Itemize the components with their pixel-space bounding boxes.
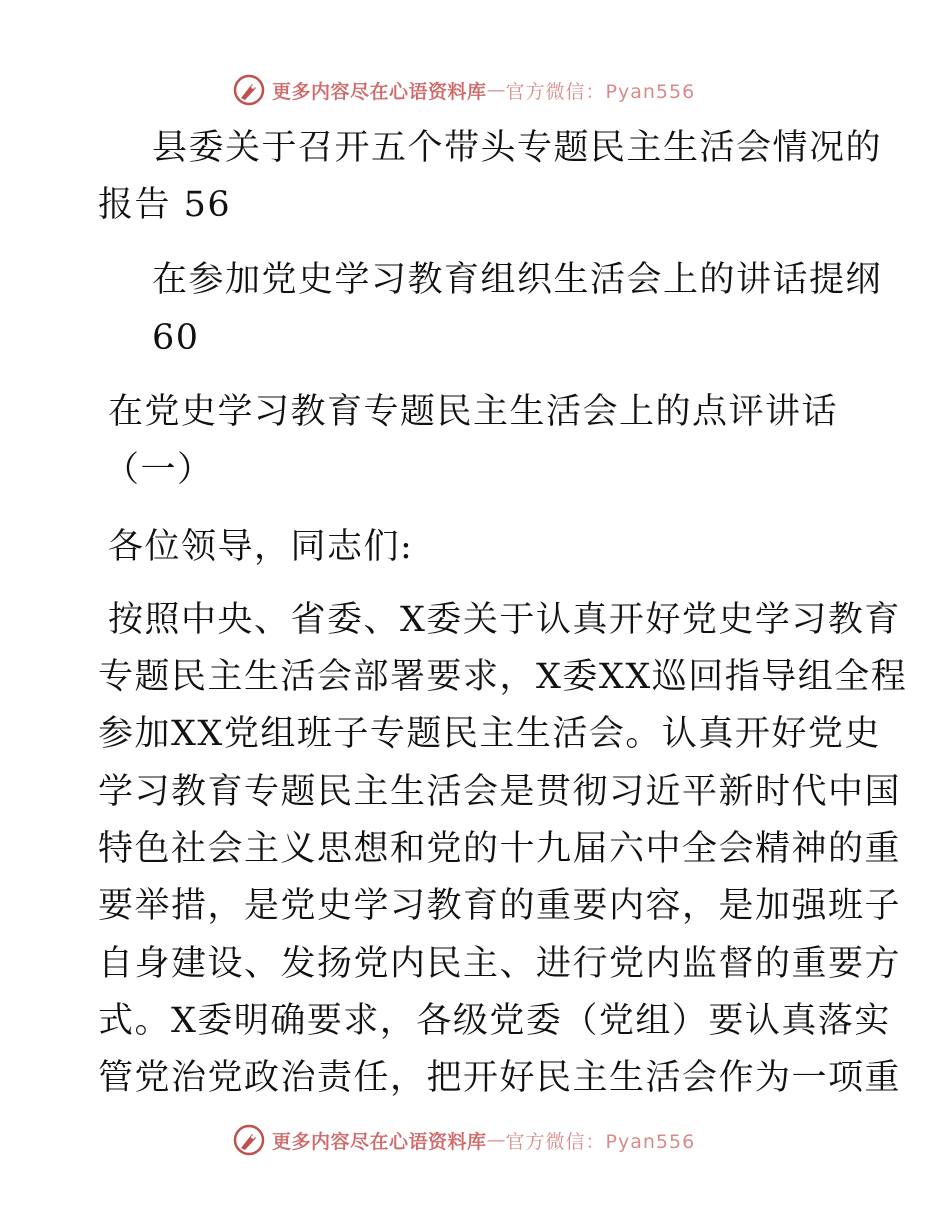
paragraph-line: 式。X委明确要求，各级党委（党组）要认真落实 <box>98 1001 891 1041</box>
paragraph-line: 专题民主生活会部署要求，X委XX巡回指导组全程 <box>98 657 908 697</box>
watermark-contact: 官方微信：Pyan556 <box>505 80 696 103</box>
watermark-separator: — <box>486 79 506 101</box>
watermark-main-text: 更多内容尽在心语资料库 <box>272 80 487 103</box>
toc-entry-2-line-2: 60 <box>152 318 200 358</box>
greeting: 各位领导，同志们: <box>108 527 414 567</box>
watermark-contact: 官方微信：Pyan556 <box>505 1130 696 1153</box>
watermark-separator: — <box>486 1129 506 1151</box>
article-title-line-2: （一） <box>104 450 214 490</box>
pen-nib-circle-icon <box>232 73 266 107</box>
paragraph-line: 自身建设、发扬党内民主、进行党内监督的重要方 <box>98 944 902 984</box>
paragraph-line: 要举措，是党史学习教育的重要内容，是加强班子 <box>98 886 902 926</box>
paragraph-line: 参加XX党组班子专题民主生活会。认真开好党史 <box>98 714 881 754</box>
paragraph-line: 特色社会主义思想和党的十九届六中全会精神的重 <box>98 829 902 869</box>
toc-entry-2-line-1: 在参加党史学习教育组织生活会上的讲话提纲 <box>152 260 883 300</box>
toc-entry-1-line-1: 县委关于召开五个带头专题民主生活会情况的 <box>152 128 883 168</box>
watermark-header <box>232 72 712 108</box>
toc-entry-1-line-2: 报告 56 <box>98 185 232 225</box>
paragraph-line: 学习教育专题民主生活会是贯彻习近平新时代中国 <box>98 772 902 812</box>
watermark-main-text: 更多内容尽在心语资料库 <box>272 1130 487 1153</box>
paragraph-line: 管党治党政治责任，把开好民主生活会作为一项重 <box>98 1058 902 1098</box>
pen-nib-circle-icon <box>232 1123 266 1157</box>
article-title-line-1: 在党史学习教育专题民主生活会上的点评讲话 <box>108 392 839 432</box>
paragraph-line: 按照中央、省委、X委关于认真开好党史学习教育 <box>108 600 901 640</box>
watermark-footer <box>232 1122 712 1158</box>
